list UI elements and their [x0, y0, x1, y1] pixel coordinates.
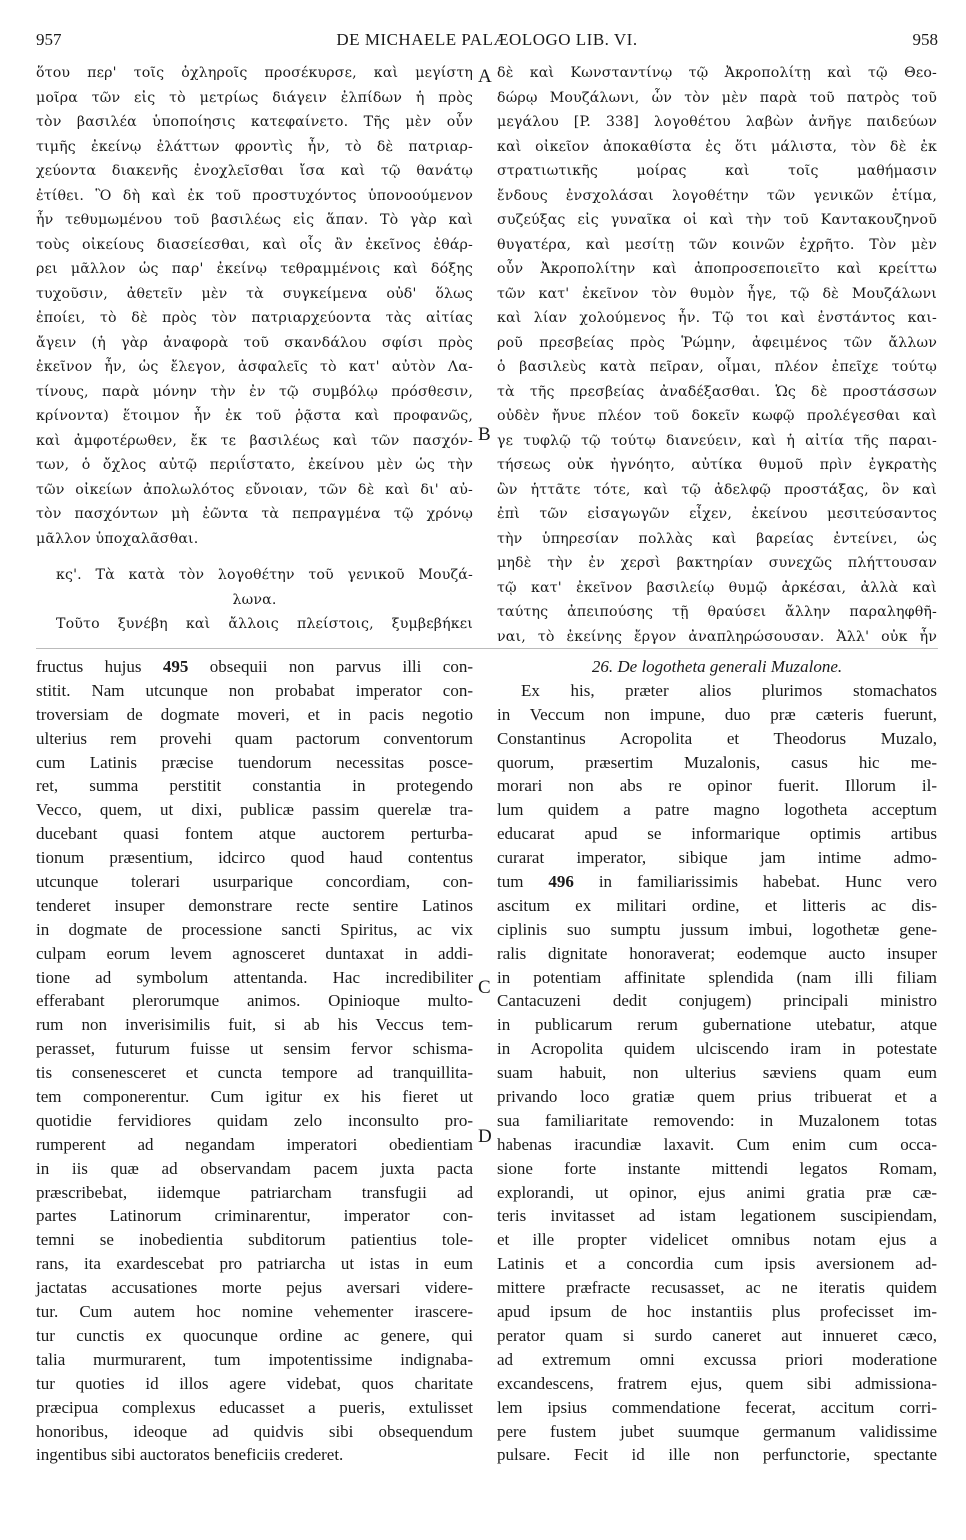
text-line: χεύοντα διακενῆς ἐνοχλεῖσθαι ἴσα καὶ τῷ θανάτῳ — [36, 163, 473, 179]
text-line: in dogmate de processione sancti Spiritus, ac vix — [36, 919, 473, 939]
text-line: τῷ κατ' ἐκεῖνον βασιλείῳ θυμῷ ἀρκέσαι, ἀλλὰ καὶ — [497, 579, 937, 596]
text-line: τῶν κατ' ἐκεῖνον τὸν θυμὸν ἦγε, τῷ δὲ Μουζάλωνι — [497, 285, 937, 302]
section-divider — [36, 648, 938, 649]
text-line: teris invitasset ad istam legationem suscipiendam, — [497, 1206, 937, 1226]
greek-text-right-column — [497, 61, 937, 649]
text-line: ταύτης ἀπειπούσης τῇ θραύσει ἄλλην παραληφθῆ- — [497, 604, 937, 620]
text-line: sua familiaritate removendo: in Muzalonem totas — [497, 1110, 937, 1130]
text-line: ulterius rem provehi quam pactorum conventorum — [36, 728, 473, 748]
text-line: perasset, futurum fuisse ut sensim fervor schisma- — [36, 1039, 473, 1059]
text-line: καὶ οἰκεῖον ἀποκαθίστα ἐς ὅτι μάλιστα, τὸν δὲ ἐκ — [497, 138, 937, 155]
text-line: Cantacuzeni dedit conjugem) principali ministro — [497, 991, 937, 1011]
text-line: στρατιωτικῆς μοίρας καὶ τοῖς μαθήμασιν — [497, 163, 937, 179]
page-reference-number: 496 — [548, 872, 574, 892]
text-line: οὖν Ἀκροπολίτην καὶ ἀποπροσεποιεῖτο καὶ κρείττω — [497, 261, 937, 277]
greek-left-lines — [36, 61, 473, 551]
text-line: educarat apud se informarique optimis artibus — [497, 824, 937, 844]
text-line: ἦν τεθυμωμένου τοῦ βασιλέως εἰς ἅπαν. Τὸ γὰρ καὶ — [36, 212, 473, 228]
margin-marker-b: B — [478, 424, 491, 445]
text-line: in potentiam affinitate splendida (nam illi filiam — [497, 967, 937, 987]
text-line: præcipua complexus educasset a pueris, extulisset — [36, 1397, 473, 1417]
text-line: tem componerentur. Cum igitur ex his fieret ut — [36, 1087, 473, 1107]
page-number-left: 957 — [36, 30, 62, 49]
text-line: ἐπὶ τῶν εἰσαγωγῶν εἶχεν, ἐκείνου μεσιτεύσαντος — [497, 506, 937, 522]
text-line: ἐτίθει. Ὃ δὴ καὶ ἐκ τοῦ προστυχόντος ὑπονοούμενον — [36, 187, 473, 204]
text-line: των, ὁ ὄχλος αὐτῷ περιΐστατο, ἐκείνου μὲν ὡς τὴν — [36, 457, 473, 473]
text-line: in Veccum non impune, duo præ cæteris fuerunt, — [497, 704, 937, 724]
text-line: et ille propter videlicet omnibus notam ejus a — [497, 1230, 937, 1250]
text-line: jactatas accusationes morte pejus aversari videre- — [36, 1278, 473, 1298]
text-line: τήσεως οὐκ ἠγνόητο, αὐτίκα θυμοῦ πρὶν ἐγκρατὴς — [497, 457, 937, 473]
text-line: δὲ καὶ Κωνσταντίνῳ τῷ Ἀκροπολίτῃ καὶ τῷ Θεο- — [497, 65, 937, 81]
text-line: tum 496 in familiarissimis habebat. Hunc vero — [497, 872, 937, 892]
text-line: ciplinis suo sumptu jussum imbui, logothetæ gene- — [497, 919, 937, 939]
latin-section-heading: 26. De logotheta generali Muzalone. — [591, 657, 843, 676]
text-line: καὶ λίαν χολούμενος ἦν. Τῷ τοι καὶ ἐνστάντος και- — [497, 310, 937, 326]
text-line: honoribus, ideoque ad quidvis sibi obsequendum — [36, 1421, 473, 1441]
text-line: τὰ τῆς πρεσβείας ἀναδέξασθαι. Ὡς δὲ προστάσσων — [497, 383, 937, 400]
greek-right-lines — [497, 61, 937, 649]
text-line: curarat imperator, sibique jam intime admo- — [497, 848, 937, 868]
text-line: ναι, τὸ ἐκείνης ἔργον ἀναπληρώσουσαν. Ἀλλ' οὐκ ἦν — [497, 628, 937, 645]
text-line: morari non abs re opinor fuerit. Illorum il- — [497, 776, 937, 796]
text-line: κρίνοντα) ἕτοιμον ἦν ἐκ τοῦ ῥᾷστα καὶ προφανῶς, — [36, 408, 473, 424]
text-line: ἔνδους ἐνσχολάσαι λογοθέτην τῶν γενικῶν ἐτίμα, — [497, 187, 937, 204]
text-line: lum quidem a patre magno logotheta acceptum — [497, 800, 937, 820]
text-line: γε τυφλῷ τῷ τούτῳ διανεύειν, καὶ ἡ αἰτία τῆς παραι- — [497, 432, 937, 449]
text-line: τὸν πασχόντων μὴ ἐῶντα τὰ πεπραγμένα τῷ χρόνῳ — [36, 506, 473, 522]
text-line: stitit. Nam utcunque non probabat imperator con- — [36, 680, 473, 700]
text-line: μεγάλου [P. 338] λογοθέτου λαβὼν ἀνῆγε παιδεύων — [497, 114, 937, 130]
text-line: explorandi, ut opinor, ejus animi gratia præ cæ- — [497, 1182, 937, 1202]
text-line: excandescens, fratrem ejus, quem sibi admissiona- — [497, 1373, 937, 1393]
text-line: καὶ ἀμφοτέρωθεν, ἔκ τε βασιλέως καὶ τῶν πασχόν- — [36, 432, 473, 449]
text-line: privando loco gratiæ quem prius tribuerat et a — [497, 1087, 937, 1107]
text-line: συζεύξας εἰς γυναῖκα οἱ καὶ τὴν τοῦ Καντακουζηνοῦ — [497, 212, 937, 228]
text-line: δώρῳ Μουζάλωνι, ὧν τὸν μὲν παρὰ τοῦ πατρὸς τοῦ — [497, 89, 937, 106]
text-line: Constantinus Acropolita et Theodorus Muzalo, — [497, 728, 937, 748]
text-line: fructus hujus 495 obsequii non parvus illi con- — [36, 657, 474, 676]
text-line: ducebant quasi fontem atque auctorem perturba- — [36, 824, 473, 844]
text-line: ralis dignitate honoraverat; eodemque aucto insuper — [497, 943, 937, 963]
text-line: Vecco, quem, ut dixi, publicæ passim querelæ tra- — [36, 800, 473, 820]
text-line: efferabant plerorumque animos. Opinioque multo- — [36, 991, 473, 1011]
text-line: troversiam de dogmate moveri, et in pacis negotio — [36, 704, 473, 724]
text-line: ἐκεῖνον ἦν, ὡς ἔλεγον, ἀσφαλεῖς τὸ κατ' αὐτὸν Λα- — [36, 359, 473, 375]
text-line: perator quam si surdo caneret aut innueret cæco, — [497, 1325, 937, 1345]
text-line: rans, ita exardescebat pro patriarcha ut istas in eum — [36, 1254, 473, 1274]
margin-marker-a: A — [478, 66, 492, 87]
greek-left-last-line: Τοῦτο ξυνέβη καὶ ἄλλοις πλείστοις, ξυμβεβήκει — [56, 616, 473, 632]
text-line: præscribebat, iidemque patriarcham transfugii ad — [36, 1182, 473, 1202]
text-line: ὢν ἡττᾶτε τότε, καὶ τῷ ἀδελφῷ προστάξας, ὃν καὶ — [497, 481, 937, 498]
text-line: tur. Cum autem hoc nomine vehementer irascere- — [36, 1302, 473, 1322]
text-line: suam habuit, non ulterius sæviens quam eum — [497, 1063, 937, 1083]
latin-text-right-column — [497, 655, 937, 1467]
text-line: sione forte instante mittendi legatos Romam, — [497, 1158, 937, 1178]
page-reference-number: 495 — [162, 657, 189, 676]
text-line: οὐδὲν ἤνυε πλέον τοῦ δοκεῖν κωφῷ προλέγεσθαι καὶ — [497, 408, 937, 424]
text-line: ὅτου περ' τοῖς ὀχληροῖς προσέκυρσε, καὶ μεγίστη — [36, 65, 473, 81]
text-line: rumperent ad negandam imperatori obedientiam — [36, 1134, 473, 1154]
greek-text-left-column — [36, 61, 473, 637]
greek-section-heading-line: λωνα. — [232, 591, 277, 608]
greek-section-heading-line: κς'. Τὰ κατὰ τὸν λογοθέτην τοῦ γενικοῦ Μουζά- — [56, 567, 473, 583]
text-line: cum Latinis præcise tuendorum necessitas posce- — [36, 752, 473, 772]
text-line: τοὺς οἰκείους διασείεσθαι, καὶ οἷς ἂν ἐκεῖνος ἐθάρ- — [36, 236, 473, 253]
text-line: in Acropolita quidem ulciscendo iram in potestate — [497, 1039, 937, 1059]
text-line: quorum, præsertim Muzalonis, casus hic me- — [497, 752, 937, 772]
text-line: in iis quæ ad observandam pacem juxta pacta — [36, 1158, 473, 1178]
text-line: τυχοῦσιν, ἀθετεῖν μὲν τὰ συγκείμενα οὐδ' ὅλως — [36, 285, 473, 302]
text-line: tenderet insuper demonstrare recte sentire Latinos — [36, 895, 473, 915]
text-line: ingentibus sibi auctoratos beneficiis crederet. — [36, 1445, 344, 1465]
text-line: μᾶλλον ὑποχαλᾶσθαι. — [36, 530, 199, 547]
text-line: τὴν ὑπηρεσίαν πολλὰς καὶ βαρείας ἐντείνει, ὡς — [497, 530, 937, 547]
text-line: ἐποίει, τὸ δὲ πρὸς τὸν πατριαρχεύοντα τὰς αἰτίας — [36, 310, 473, 326]
text-line: τιμῆς ἐκείνῳ ἐλάττων φροντὶς ἦν, τὸ δὲ πατριαρ- — [36, 138, 473, 155]
latin-text-left-column — [36, 655, 473, 1467]
text-line: rum non inverisimilis fuit, si ab his Veccus tem- — [36, 1015, 473, 1035]
text-line: θυγατέρα, καὶ μεσίτῃ τῶν κοινῶν ἐχρῆτο. Τὸν μὲν — [497, 236, 937, 253]
text-line: in publicarum rerum gubernatione utebatur, atque — [497, 1015, 937, 1035]
page-number-right: 958 — [912, 30, 938, 49]
text-line: quotidie fervidiores quidam zelo inconsulto pro- — [36, 1110, 473, 1130]
text-line: tione ad symbolum attentanda. Hac incredibiliter — [36, 967, 473, 987]
text-line: tis consenesceret et cuncta tempore ad tranquillita- — [36, 1063, 473, 1083]
margin-marker-c: C — [478, 977, 491, 998]
text-line: Latinis et a concordia cum ipsis aversionem ad- — [497, 1254, 937, 1274]
running-title: DE MICHAELE PALÆOLOGO LIB. VI. — [336, 30, 638, 49]
latin-left-lines — [36, 655, 473, 1467]
text-line: partes Latinorum criminarentur, imperator con- — [36, 1206, 473, 1226]
text-line: pulsare. Fecit id ille non perfunctorie, spectante — [497, 1445, 937, 1465]
text-line: μηδὲ τὴν ἐν χερσὶ βακτηρίαν συνεχῶς πλήττουσαν — [497, 555, 937, 571]
text-line: talia murmurarent, tum impotentissime indignaba- — [36, 1349, 473, 1369]
text-line: ρει μᾶλλον ὡς παρ' ἐκείνῳ τεθραμμένοις καὶ δόξης — [36, 261, 473, 277]
text-line: ad extremum omni excussa priori moderatione — [497, 1349, 937, 1369]
text-line: mittere præfracte recusasset, ac ne iteratis quidem — [497, 1278, 937, 1298]
text-line: culpam eorum levem agnosceret duntaxat in addi- — [36, 943, 473, 963]
text-line: Ex his, præter alios plurimos stomachatos — [521, 680, 937, 700]
running-header — [36, 30, 938, 56]
latin-right-lines — [497, 679, 937, 1467]
text-line: utcunque tolerari usurparique concordiam, con- — [36, 872, 473, 892]
text-line: lem ipsius commendatione fecerat, accitum corri- — [497, 1397, 937, 1417]
text-line: habenas iracundiæ laxavit. Cum enim cum occa- — [497, 1134, 937, 1154]
text-line: τῶν οἰκείων ἀπολωλότος εὔνοιαν, τῶν δὲ καὶ δι' αὐ- — [36, 481, 473, 498]
text-line: pere fustem jubet suumque germanum validissime — [497, 1421, 937, 1441]
text-line: apud ipsum de hoc instantiis plus profecisset im- — [497, 1302, 937, 1322]
text-line: ροῦ πρεσβείας πρὸς Ῥώμην, ἀφειμένος τῶν ἄλλων — [497, 334, 937, 351]
text-line: τίνους, παρὰ μόνην τὴν ἐν τῷ συμβόλῳ πρόσθεσιν, — [36, 383, 473, 400]
text-line: ret, summa perstitit constantia in protegendo — [36, 776, 473, 796]
text-line: ascitum ex militari ordine, et litteris ac dis- — [497, 895, 937, 915]
text-line: ἄγειν (ἡ γὰρ ἀναφορὰ τοῦ σκανδάλου σφίσι πρὸς — [36, 334, 473, 351]
text-line: tionum præsentium, idcirco quod haud contentus — [36, 848, 473, 868]
text-line: τὸν βασιλέα ὑποποίησις κατεφαίνετο. Τῆς μὲν οὖν — [36, 114, 473, 130]
text-line: ὁ βασιλεὺς κατὰ πεῖραν, οἶμαι, πλέον ἐπεῖχε τούτῳ — [497, 359, 937, 375]
margin-marker-d: D — [478, 1126, 492, 1147]
text-line: temni se inobedientia subditorum patientius tole- — [36, 1230, 473, 1250]
text-line: tur cunctis ex quocunque ordine ac genere, qui — [36, 1325, 473, 1345]
text-line: tur quoties id illos agere videbat, quos charitate — [36, 1373, 473, 1393]
text-line: μοῖρα τῶν εἰς τὸ μετρίως διάγειν ἐλπίδων ἡ πρὸς — [36, 89, 473, 106]
